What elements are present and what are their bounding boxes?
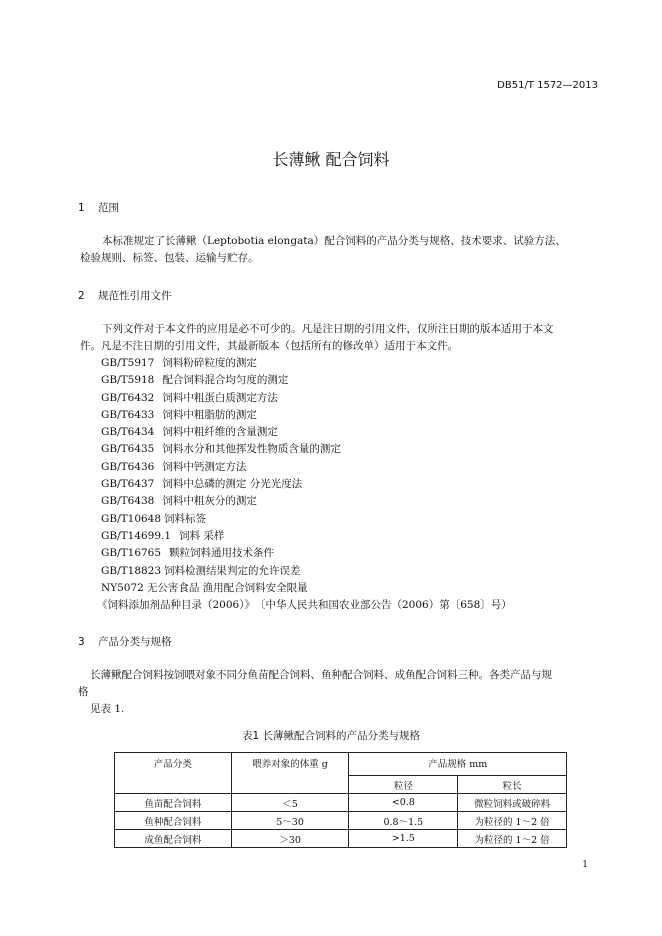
- reference-item: GB/T6435 饲料水分和其他挥发性物质含量的测定: [101, 443, 341, 456]
- cell-weight: ＞30: [231, 830, 349, 848]
- reference-item: GB/T14699.1 饲料 采样: [101, 529, 225, 542]
- cell-length: 微粒饲料或破碎料: [458, 794, 567, 812]
- page-number: 1: [582, 860, 588, 870]
- table-row: [115, 794, 567, 812]
- section-number: 2: [78, 290, 85, 302]
- paragraph-line: 件。凡是不注日期的引用文件，其最新版本（包括所有的修改单）适用于本文件。: [80, 340, 458, 352]
- section-2-heading: [78, 288, 172, 303]
- reference-item: GB/T6433 饲料中粗脂肪的测定: [101, 408, 257, 421]
- cell-length: 为粒径的 1～2 倍: [458, 830, 567, 848]
- header-weight: 喂养对象的体重 g: [231, 753, 349, 794]
- reference-item: GB/T6438 饲料中粗灰分的测定: [101, 495, 257, 508]
- reference-item: GB/T6434 饲料中粗纤维的含量测定: [101, 426, 278, 439]
- reference-item: GB/T16765 颗粒饲料通用技术条件: [101, 547, 275, 560]
- section-3-paragraph: [78, 667, 598, 718]
- paragraph-line: 本标准规定了长薄鳅（Leptobotia elongata）配合饲料的产品分类与规格、技术要求、试验方法、: [102, 235, 566, 247]
- header-spec: 产品规格 mm: [349, 753, 567, 776]
- section-1-paragraph: [80, 233, 600, 267]
- table-caption: 表1 长薄鳅配合饲料的产品分类与规格: [241, 730, 421, 742]
- reference-item: 《饲料添加剂品种目录（2006）》〔中华人民共和国农业部公告（2006）第〔658〕号）: [97, 599, 512, 612]
- reference-item: GB/T6436 饲料中钙测定方法: [101, 460, 247, 473]
- cell-category: 鱼种配合饲料: [115, 812, 232, 830]
- section-title: 范围: [98, 202, 119, 214]
- reference-item: GB/T18823 饲料检测结果判定的允许误差: [101, 564, 301, 577]
- header-diameter: 粒径: [349, 776, 458, 794]
- reference-item: GB/T6432 饲料中粗蛋白质测定方法: [101, 391, 278, 404]
- cell-weight: 5～30: [231, 812, 349, 830]
- paragraph-line: 长薄鳅配合饲料按饲喂对象不同分鱼苗配合饲料、鱼种配合饲料、成鱼配合饲料三种。各类产品与规: [90, 669, 552, 681]
- section-3-heading: [78, 634, 172, 649]
- cell-diameter: >1.5: [349, 830, 458, 848]
- header-length: 粒长: [458, 776, 567, 794]
- table-header-row: [115, 753, 567, 776]
- section-title: 规范性引用文件: [98, 290, 172, 302]
- cell-category: 成鱼配合饲料: [115, 830, 232, 848]
- cell-length: 为粒径的 1～2 倍: [458, 812, 567, 830]
- reference-item: GB/T5918 配合饲料混合均匀度的测定: [101, 374, 289, 387]
- reference-item: GB/T6437 饲料中总磷的测定 分光光度法: [101, 478, 303, 491]
- section-2-paragraph: [80, 321, 600, 355]
- cell-diameter: 0.8～1.5: [349, 812, 458, 830]
- standard-code: DB51/T 1572—2013: [497, 80, 598, 91]
- cell-diameter: <0.8: [349, 794, 458, 812]
- section-1-heading: [78, 200, 119, 215]
- paragraph-line: 见表 1.: [90, 703, 125, 715]
- normative-references-list: [97, 355, 512, 614]
- cell-category: 鱼苗配合饲料: [115, 794, 232, 812]
- cell-weight: ＜5: [231, 794, 349, 812]
- reference-item: NY5072 无公害食品 渔用配合饲料安全限量: [101, 581, 308, 594]
- reference-item: GB/T10648 饲料标签: [101, 512, 207, 525]
- section-title: 产品分类与规格: [98, 636, 172, 648]
- header-category: 产品分类: [115, 753, 232, 794]
- section-number: 1: [78, 202, 85, 214]
- table-row: [115, 812, 567, 830]
- section-number: 3: [78, 636, 85, 648]
- paragraph-line: 下列文件对于本文件的应用是必不可少的。凡是注日期的引用文件，仅所注日期的版本适用于本文: [102, 323, 554, 335]
- paragraph-line: 检验规则、标签、包装、运输与贮存。: [80, 252, 259, 264]
- reference-item: GB/T5917 饲料粉碎粒度的测定: [101, 357, 257, 369]
- document-title: 长薄鳅 配合饲料: [272, 150, 390, 169]
- table-row: [115, 830, 567, 848]
- product-spec-table: [114, 752, 567, 848]
- paragraph-line: 格: [78, 686, 89, 698]
